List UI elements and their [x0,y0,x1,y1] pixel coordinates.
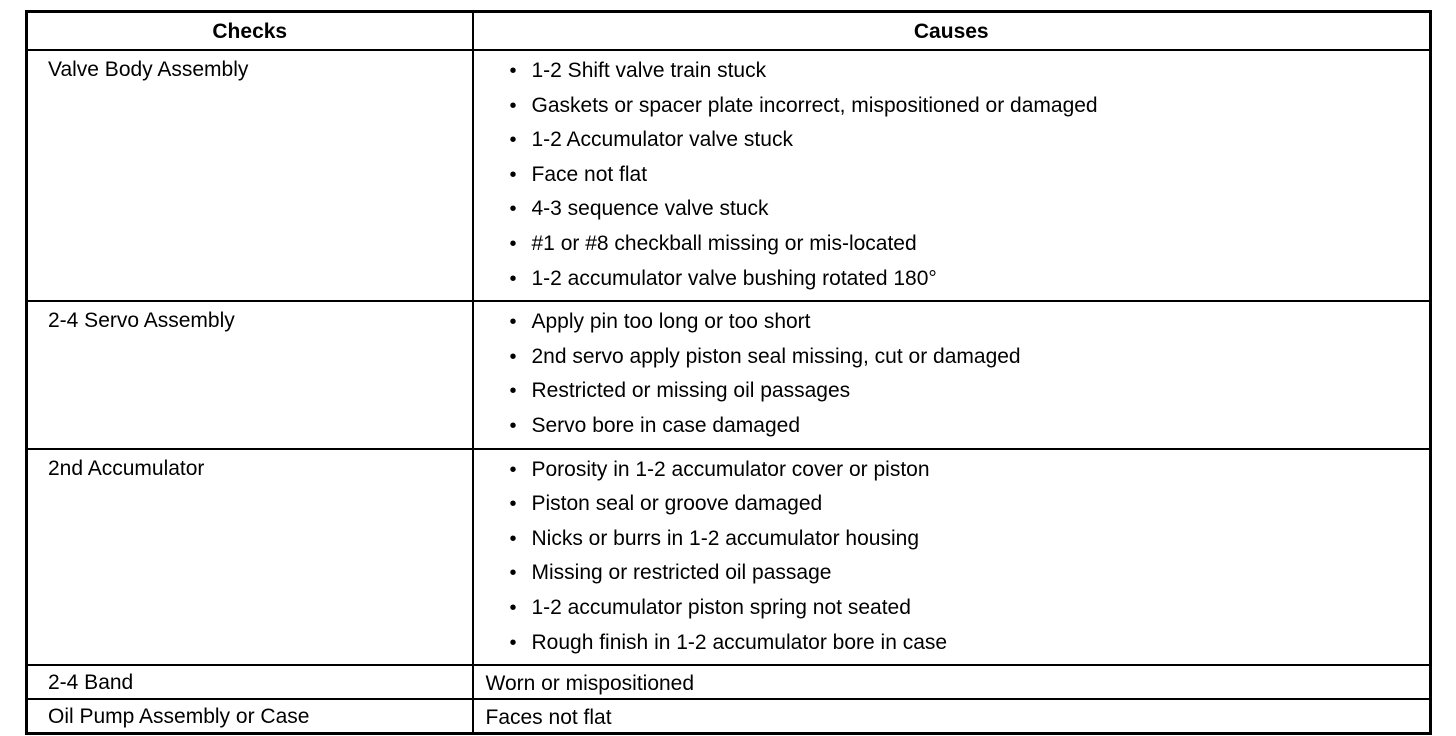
cause-text: 1-2 accumulator valve bushing rotated 180° [531,266,937,290]
table-header-row [27,12,1431,51]
cause-text: Face not flat [531,162,648,186]
list-item [474,227,1430,262]
bullet-icon: • [509,414,517,437]
causes-cell: Faces not flat [473,699,1431,734]
list-item [474,305,1430,340]
cause-text: 1-2 Accumulator valve stuck [531,128,793,152]
cause-text: Rough finish in 1-2 accumulator bore in case [531,630,948,654]
cause-text: 2nd servo apply piston seal missing, cut or damaged [531,344,1021,368]
table-row [27,699,1431,734]
bullet-icon: • [509,493,517,516]
list-item [474,409,1430,444]
checks-column-header: Checks [27,12,473,51]
causes-cell [473,301,1431,448]
cause-text: 1-2 Shift valve train stuck [531,59,767,82]
cause-text: Missing or restricted oil passage [531,561,832,585]
bullet-icon: • [509,311,517,334]
bullet-icon: • [509,198,517,221]
table-row [27,449,1431,666]
table-row [27,665,1431,699]
cause-list [474,302,1430,447]
checks-causes-table [25,10,1432,735]
list-item [474,374,1430,409]
causes-cell [473,449,1431,666]
bullet-icon: • [509,232,517,255]
cause-text: Gaskets or spacer plate incorrect, mispositioned or damaged [531,93,1098,117]
bullet-icon: • [509,380,517,403]
list-item [474,192,1430,227]
list-item [474,262,1430,297]
bullet-icon: • [509,458,517,481]
bullet-icon: • [509,129,517,152]
bullet-icon: • [509,267,517,290]
table-row [27,301,1431,448]
list-item [474,522,1430,557]
bullet-icon: • [509,60,517,82]
list-item [474,453,1430,488]
cause-text: 4-3 sequence valve stuck [531,197,769,221]
cause-text: Servo bore in case damaged [531,413,800,437]
cause-text: #1 or #8 checkball missing or mis-located [531,231,917,255]
cause-list [474,450,1430,665]
list-item [474,626,1430,661]
bullet-icon: • [509,631,517,654]
check-cell: 2-4 Servo Assembly [27,301,473,448]
causes-cell [473,50,1431,301]
cause-text: Porosity in 1-2 accumulator cover or piston [531,457,930,481]
cause-text: Restricted or missing oil passages [531,379,851,403]
check-cell: 2-4 Band [27,665,473,699]
check-cell: 2nd Accumulator [27,449,473,666]
bullet-icon: • [509,527,517,550]
bullet-icon: • [509,596,517,619]
cause-text: 1-2 accumulator piston spring not seated [531,595,911,619]
bullet-icon: • [509,94,517,117]
list-item [474,340,1430,375]
list-item [474,487,1430,522]
list-item [474,123,1430,158]
bullet-icon: • [509,345,517,368]
list-item [474,158,1430,193]
list-item [474,591,1430,626]
cause-text: Nicks or burrs in 1-2 accumulator housing [531,526,919,550]
cause-text: Piston seal or groove damaged [531,492,823,516]
list-item [474,556,1430,591]
table-row [27,50,1431,301]
cause-list [474,51,1430,300]
bullet-icon: • [509,562,517,585]
list-item [474,54,1430,89]
causes-cell: Worn or mispositioned [473,665,1431,699]
check-cell: Oil Pump Assembly or Case [27,699,473,734]
cause-text: Apply pin too long or too short [531,310,811,334]
check-cell: Valve Body Assembly [27,50,473,301]
causes-column-header: Causes [473,12,1431,51]
list-item [474,89,1430,124]
bullet-icon: • [509,163,517,186]
